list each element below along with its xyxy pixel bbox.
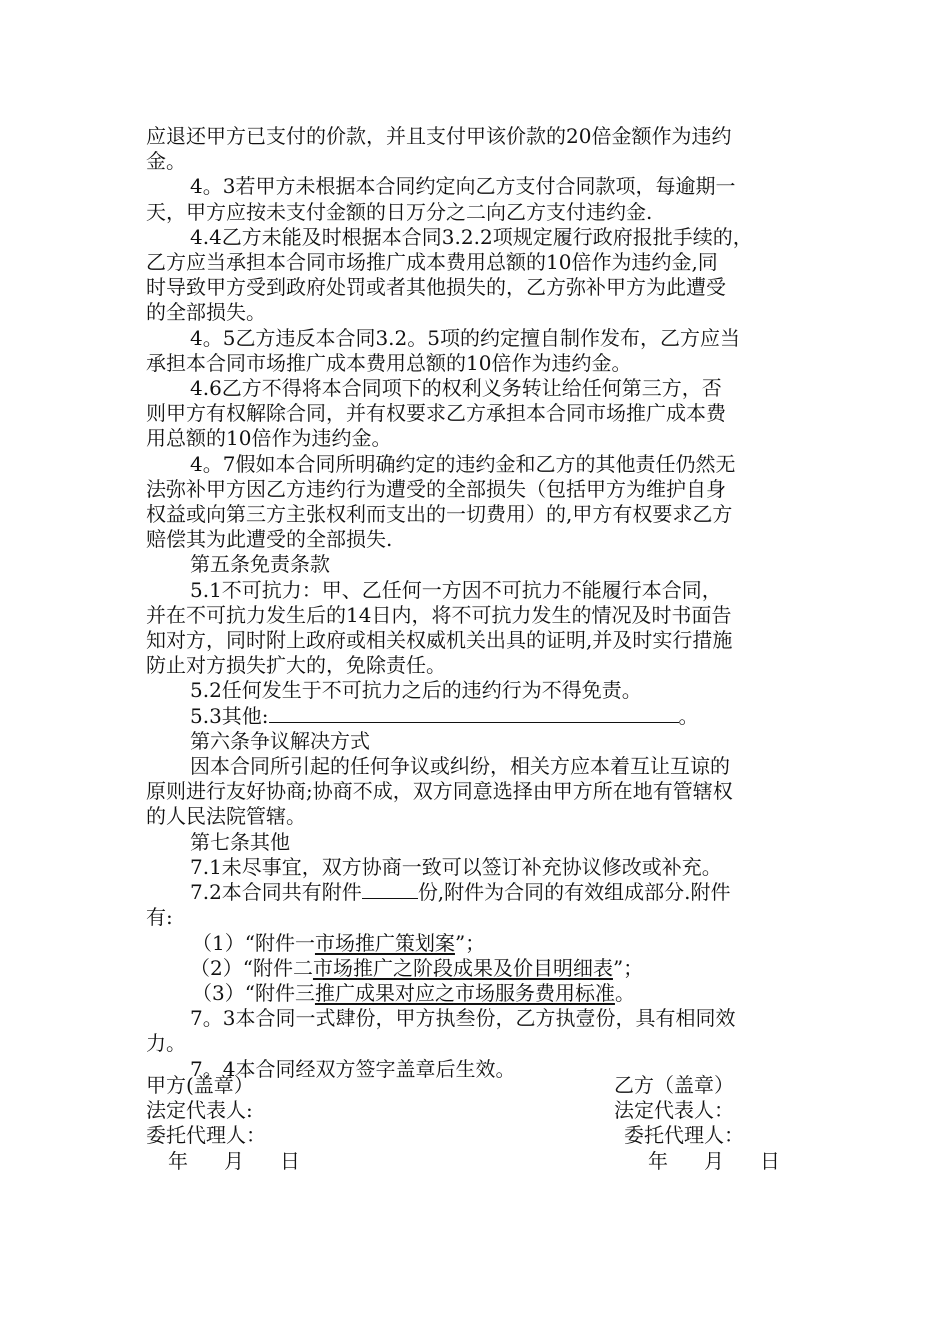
clause-5-3-label: 5.3其他: [190, 703, 269, 728]
attachment-1-end: ”； [454, 930, 486, 955]
date-month: 月 [704, 1148, 724, 1173]
clause-5-3 [146, 704, 826, 729]
text-line: 4.4乙方未能及时根据本合同3.2.2项规定履行政府报批手续的， [190, 224, 753, 249]
party-a-date [168, 1149, 300, 1174]
party-a-seal: 甲方(盖章） [146, 1073, 254, 1097]
party-b-agent: 委托代理人： [624, 1123, 744, 1148]
text-line: 时导致甲方受到政府处罚或者其他损失的，乙方弥补甲方为此遭受 [146, 275, 726, 300]
text-line: 承担本合同市场推广成本费用总额的10倍作为违约金。 [146, 350, 632, 375]
attachment-3-end: 。 [614, 980, 635, 1005]
text-line: 的全部损失。 [146, 300, 266, 325]
text-line: 第七条其他 [190, 829, 290, 854]
text-line: 金。 [146, 149, 186, 174]
clauses-block-2 [146, 729, 826, 880]
attachment-2-num: （2）“附件二 [190, 955, 313, 980]
party-b-representative: 法定代表人： [614, 1098, 734, 1123]
party-a-agent: 委托代理人： [146, 1123, 266, 1148]
text-line: 7。3本合同一式肆份，甲方执叁份，乙方执壹份，具有相同效 [190, 1006, 736, 1031]
text-line: 因本合同所引起的任何争议或纠纷，相关方应本着互让互谅的 [190, 754, 730, 779]
party-b-date [648, 1149, 780, 1174]
clause-7-2-suffix: 份,附件为合同的有效组成部分.附件 [417, 880, 731, 905]
text-line: 法弥补甲方因乙方违约行为遭受的全部损失（包括甲方为维护自身 [146, 476, 726, 501]
date-year: 年 [648, 1148, 668, 1173]
text-line: 权益或向第三方主张权利而支出的一切费用）的,甲方有权要求乙方 [146, 502, 733, 527]
date-day: 日 [760, 1148, 780, 1173]
party-a-representative: 法定代表人: [146, 1098, 253, 1123]
text-line: 乙方应当承担本合同市场推广成本费用总额的10倍作为违约金,同 [146, 250, 718, 275]
contract-body [146, 124, 826, 1082]
clause-5-3-end: 。 [678, 703, 699, 728]
text-line: 并在不可抗力发生后的14日内，将不可抗力发生的情况及时书面告 [146, 602, 732, 627]
text-line: 第六条争议解决方式 [190, 728, 370, 753]
text-line: 则甲方有权解除合同，并有权要求乙方承担本合同市场推广成本费 [146, 401, 726, 426]
party-b-seal: 乙方（盖章） [614, 1073, 734, 1097]
text-line: 7。4本合同经双方签字盖章后生效。 [190, 1056, 516, 1081]
text-line: 用总额的10倍作为违约金。 [146, 426, 392, 451]
attachment-2-end: ”； [612, 955, 644, 980]
clauses-block-1 [146, 124, 826, 704]
text-line: 4。5乙方违反本合同3.2。5项的约定擅自制作发布，乙方应当 [190, 325, 740, 350]
clause-7-2-prefix: 7.2本合同共有附件 [190, 880, 362, 905]
attachment-3-num: （3）“附件三 [192, 980, 315, 1005]
text-line: 知对方，同时附上政府或相关权威机关出具的证明,并及时实行措施 [146, 628, 733, 653]
signature-block [146, 1073, 826, 1174]
text-line: 第五条免责条款 [190, 552, 330, 577]
clause-5-3-blank [269, 704, 679, 723]
attachment-2-title: 市场推广之阶段成果及价目明细表 [312, 955, 613, 980]
clause-7-2 [146, 880, 826, 905]
clauses-block-3 [146, 1006, 826, 1082]
attachment-1-title: 市场推广策划案 [314, 930, 455, 955]
text-line: 7.1未尽事宜，双方协商一致可以签订补充协议修改或补充。 [190, 854, 722, 879]
attachment-1 [146, 931, 826, 956]
date-day: 日 [280, 1148, 300, 1173]
text-line: 4.6乙方不得将本合同项下的权利义务转让给任何第三方，否 [190, 376, 722, 401]
text-line: 防止对方损失扩大的，免除责任。 [146, 653, 446, 678]
text-line: 原则进行友好协商;协商不成，双方同意选择由甲方所在地有管辖权 [146, 779, 733, 804]
date-month: 月 [224, 1148, 244, 1173]
text-line: 应退还甲方已支付的价款，并且支付甲该价款的20倍金额作为违约 [146, 124, 732, 148]
clause-7-2-line2: 有: [146, 905, 173, 930]
text-line: 赔偿其为此遭受的全部损失. [146, 527, 393, 552]
attachment-3-title: 推广成果对应之市场服务费用标准 [314, 980, 615, 1005]
text-line: 5.2任何发生于不可抗力之后的违约行为不得免责。 [190, 678, 642, 703]
text-line: 4。7假如本合同所明确约定的违约金和乙方的其他责任仍然无 [190, 451, 736, 476]
attachment-1-num: （1）“附件一 [192, 930, 315, 955]
attachment-count-blank [362, 880, 418, 899]
attachment-2 [146, 956, 826, 981]
date-year: 年 [168, 1148, 188, 1173]
attachment-3 [146, 981, 826, 1006]
text-line: 力。 [146, 1031, 186, 1056]
text-line: 5.1不可抗力：甲、乙任何一方因不可抗力不能履行本合同， [190, 577, 722, 602]
text-line: 的人民法院管辖。 [146, 804, 306, 829]
text-line: 天，甲方应按未支付金额的日万分之二向乙方支付违约金. [146, 199, 653, 224]
text-line: 4。3若甲方未根据本合同约定向乙方支付合同款项，每逾期一 [190, 174, 736, 199]
